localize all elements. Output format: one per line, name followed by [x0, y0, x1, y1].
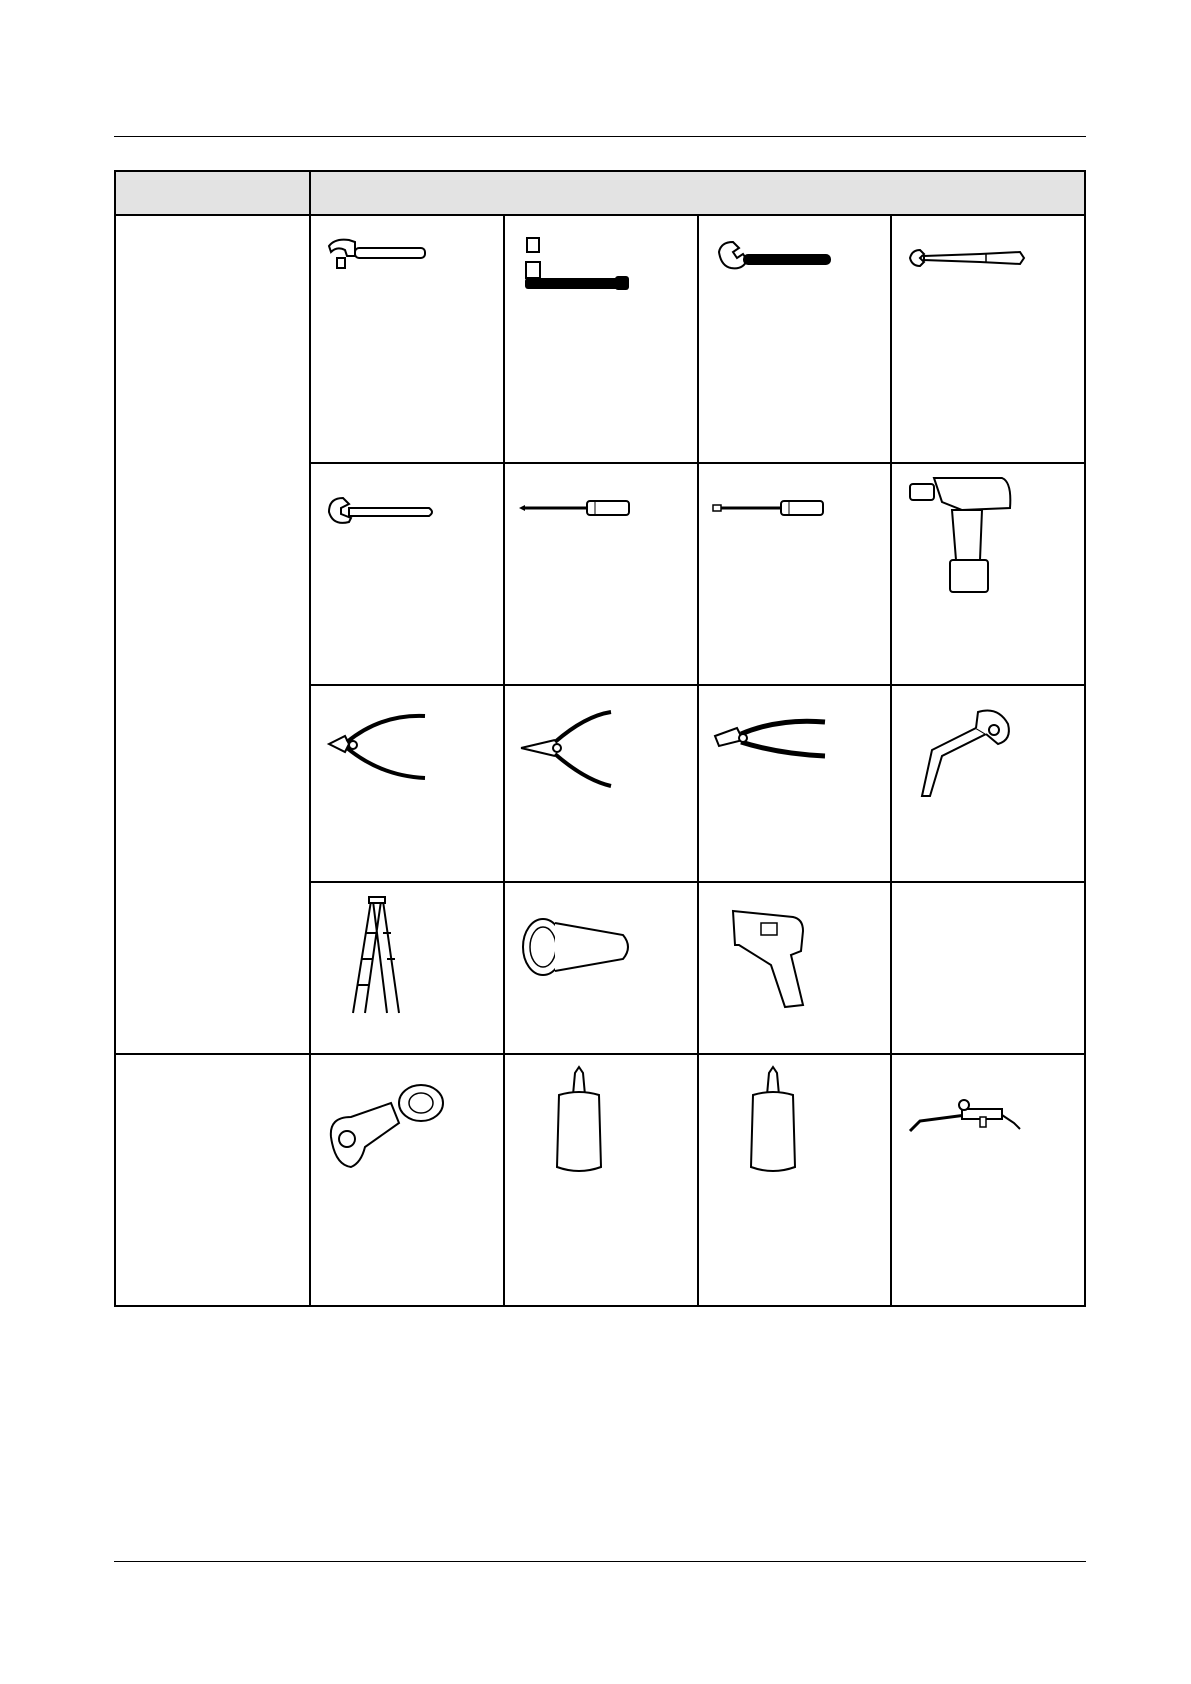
- combination-pliers-icon: [709, 704, 839, 774]
- tool-cell: [504, 685, 698, 882]
- category-label: [116, 216, 309, 240]
- glue-bottle-icon: [709, 1063, 829, 1183]
- category-label: [116, 1055, 309, 1079]
- tool-cell: [698, 463, 892, 685]
- tool-cell: [504, 1054, 698, 1306]
- footer-rule: [114, 1561, 1086, 1562]
- tool-cell: [891, 215, 1085, 463]
- tool-cell: [698, 1054, 892, 1306]
- torque-wrench-icon: [902, 234, 1032, 284]
- adjustable-wrench-icon: [709, 234, 839, 294]
- tool-cell: [504, 215, 698, 463]
- hammer-icon: [321, 234, 431, 294]
- tool-cell: [310, 215, 504, 463]
- header-tools-cell: [310, 171, 1085, 215]
- header-rule: [114, 136, 1086, 137]
- infrared-thermometer-icon: [709, 905, 829, 1025]
- tool-cell: [310, 463, 504, 685]
- socket-wrench-icon: [515, 234, 635, 314]
- tool-cell: [891, 685, 1085, 882]
- pipe-cutter-icon: [321, 1077, 451, 1177]
- tool-cell: [310, 882, 504, 1054]
- tool-cell: [698, 685, 892, 882]
- tool-cell: [698, 882, 892, 1054]
- cordless-drill-icon: [902, 470, 1022, 600]
- open-end-wrench-icon: [321, 482, 441, 542]
- needle-nose-pliers-icon: [515, 704, 635, 794]
- category-cell-piping: [115, 1054, 310, 1306]
- tool-cell: [698, 215, 892, 463]
- tool-cell: [891, 1054, 1085, 1306]
- tool-cell: [891, 463, 1085, 685]
- welding-torch-icon: [902, 1085, 1032, 1145]
- ladder-icon: [321, 893, 441, 1023]
- category-cell-general: [115, 215, 310, 1054]
- glue-bottle-icon: [515, 1063, 635, 1183]
- flashlight-icon: [515, 905, 645, 1005]
- phillips-screwdriver-icon: [515, 482, 635, 532]
- tool-cell: [310, 1054, 504, 1306]
- header-category-cell: [115, 171, 310, 215]
- flat-screwdriver-icon: [709, 482, 829, 532]
- tool-cell: [504, 463, 698, 685]
- hacksaw-icon: [902, 704, 1022, 804]
- tools-table: [114, 170, 1086, 1307]
- tool-cell-empty: [891, 882, 1085, 1054]
- tool-cell: [310, 685, 504, 882]
- diagonal-cutter-icon: [321, 704, 441, 794]
- tool-cell: [504, 882, 698, 1054]
